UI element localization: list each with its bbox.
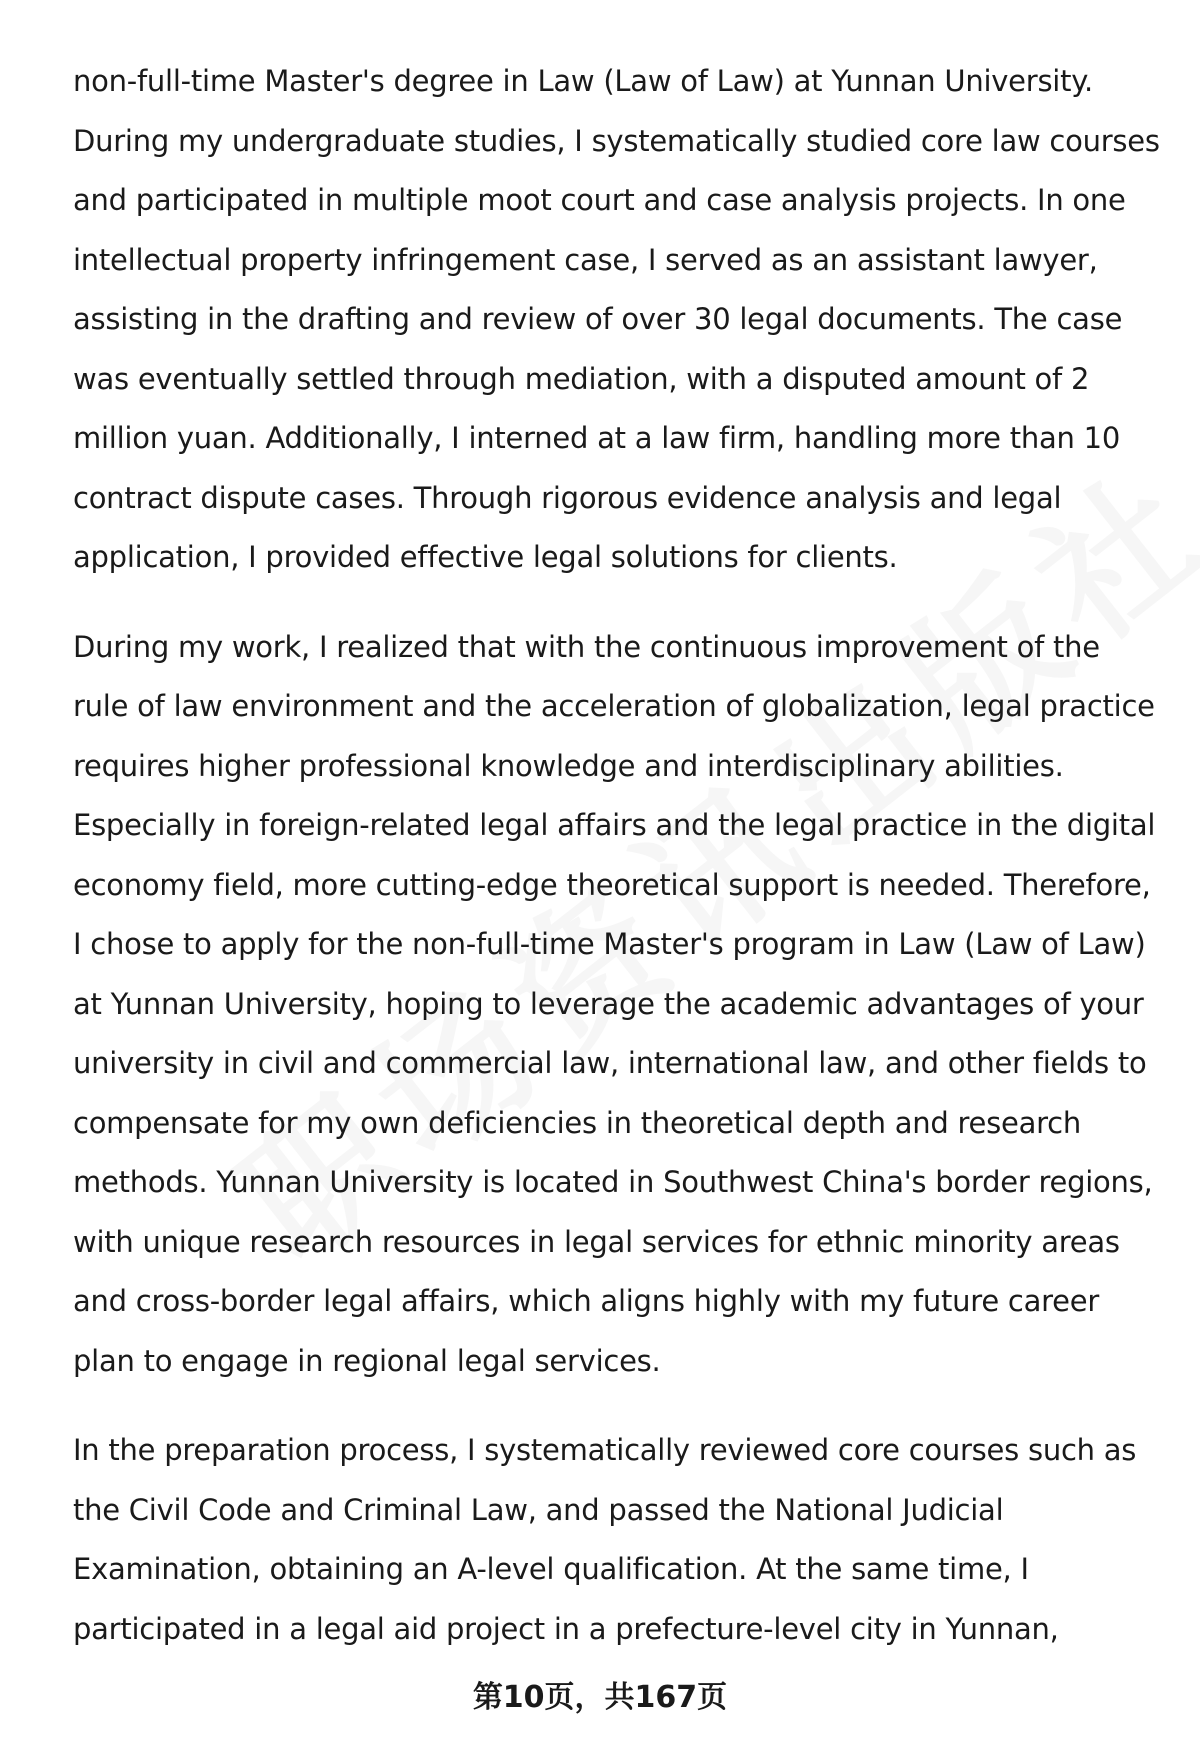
text-line: During my undergraduate studies, I systematically studied core law courses bbox=[73, 123, 1160, 158]
text-line: compensate for my own deficiencies in theoretical depth and research bbox=[73, 1105, 1081, 1140]
text-line: intellectual property infringement case, I served as an assistant lawyer, bbox=[73, 242, 1098, 277]
text-line: participated in a legal aid project in a prefecture-level city in Yunnan, bbox=[73, 1611, 1059, 1646]
text-line: Examination, obtaining an A-level qualification. At the same time, I bbox=[73, 1552, 1029, 1586]
text-line: In the preparation process, I systematically reviewed core courses such as bbox=[73, 1433, 1137, 1467]
text-line: the Civil Code and Criminal Law, and passed the National Judicial bbox=[73, 1492, 1004, 1527]
text-line: contract dispute cases. Through rigorous evidence analysis and legal bbox=[73, 480, 1062, 515]
text-line: assisting in the drafting and review of over 30 legal documents. The case bbox=[73, 302, 1123, 336]
text-line: rule of law environment and the acceleration of globalization, legal practice bbox=[73, 689, 1155, 723]
text-line: and participated in multiple moot court and case analysis projects. In one bbox=[73, 183, 1126, 217]
text-line: university in civil and commercial law, international law, and other fields to bbox=[73, 1046, 1147, 1080]
text-line: plan to engage in regional legal services. bbox=[73, 1343, 661, 1378]
paragraph-3 bbox=[73, 1421, 1153, 1659]
text-line: I chose to apply for the non-full-time Master's program in Law (Law of Law) bbox=[73, 927, 1146, 961]
text-line: economy field, more cutting-edge theoretical support is needed. Therefore, bbox=[73, 867, 1151, 902]
document-body bbox=[73, 52, 1160, 1689]
text-line: with unique research resources in legal services for ethnic minority areas bbox=[73, 1224, 1120, 1259]
page-number-footer: 第10页，共167页 bbox=[472, 1680, 728, 1715]
paragraph-2 bbox=[73, 618, 1156, 1392]
text-line: at Yunnan University, hoping to leverage the academic advantages of your bbox=[73, 986, 1144, 1021]
text-line: and cross-border legal affairs, which aligns highly with my future career bbox=[73, 1284, 1100, 1318]
text-line: was eventually settled through mediation, with a disputed amount of 2 bbox=[73, 361, 1090, 396]
text-line: non-full-time Master's degree in Law (Law of Law) at Yunnan University. bbox=[73, 64, 1093, 98]
text-line: requires higher professional knowledge and interdisciplinary abilities. bbox=[73, 748, 1064, 783]
text-line: application, I provided effective legal solutions for clients. bbox=[73, 540, 898, 574]
text-line: methods. Yunnan University is located in Southwest China's border regions, bbox=[73, 1165, 1153, 1199]
text-line: million yuan. Additionally, I interned at a law firm, handling more than 10 bbox=[73, 421, 1121, 455]
text-line: During my work, I realized that with the continuous improvement of the bbox=[73, 629, 1100, 664]
text-line: Especially in foreign-related legal affairs and the legal practice in the digital bbox=[73, 808, 1156, 842]
paragraph-1 bbox=[73, 52, 1160, 588]
